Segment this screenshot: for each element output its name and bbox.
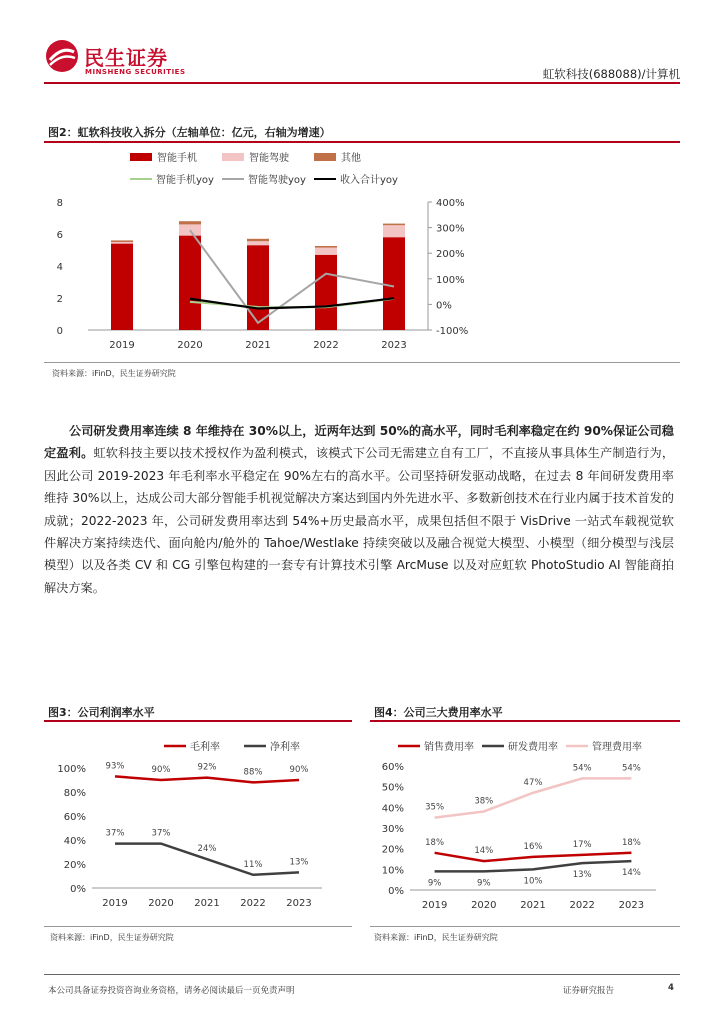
y-right-tick: 0% <box>436 300 452 312</box>
data-label: 88% <box>243 767 263 778</box>
x-tick-label: 2021 <box>194 898 220 909</box>
line-智能驾驶yoy <box>190 230 394 323</box>
bar-1-2020 <box>179 224 201 235</box>
data-label: 9% <box>427 878 442 889</box>
x-tick-label: 2022 <box>569 900 595 911</box>
brand-name-cn: 民生证券 <box>84 46 168 70</box>
x-tick-label: 2019 <box>109 340 135 351</box>
bar-2-2019 <box>111 240 133 242</box>
data-label: 90% <box>151 765 171 775</box>
x-tick-label: 2020 <box>177 340 203 351</box>
legend-label-2: 管理费用率 <box>592 742 642 753</box>
footer-disclaimer: 本公司具备证券投资咨询业务资格，请务必阅读最后一页免责声明 <box>48 986 295 996</box>
brand-name-en: MINSHENG SECURITIES <box>85 68 186 76</box>
x-tick-label: 2020 <box>471 900 497 911</box>
y-tick: 0% <box>388 886 404 897</box>
x-tick-label: 2020 <box>148 898 174 909</box>
fig4-source: 资料来源：iFinD，民生证券研究院 <box>374 933 498 942</box>
y-right-tick: 300% <box>436 223 465 235</box>
y-tick: 20% <box>63 860 86 871</box>
footer-report-type: 证券研究报告 <box>563 986 615 996</box>
legend-label-1: 研发费用率 <box>508 742 558 753</box>
x-tick-label: 2023 <box>381 340 407 351</box>
legend-label-0: 智能手机 <box>157 153 197 164</box>
analysis-paragraph <box>44 420 674 599</box>
y-tick: 60% <box>381 762 404 773</box>
fig3-title-rule <box>44 720 352 722</box>
page-number: 4 <box>668 983 674 993</box>
y-tick: 30% <box>381 824 404 835</box>
bar-1-2019 <box>111 242 133 244</box>
legend-label-0: 毛利率 <box>190 742 220 753</box>
x-tick-label: 2021 <box>520 900 546 911</box>
data-label: 10% <box>523 876 543 887</box>
data-label: 38% <box>474 796 494 807</box>
bar-0-2023 <box>383 237 405 330</box>
x-tick-label: 2021 <box>245 340 271 351</box>
x-tick-label: 2022 <box>313 340 339 351</box>
bar-1-2021 <box>247 241 269 245</box>
data-label: 37% <box>105 828 125 839</box>
legend-label-1: 智能驾驶 <box>249 153 289 164</box>
data-label: 11% <box>243 859 263 870</box>
y-tick: 100% <box>57 764 86 775</box>
revenue-split-chart <box>44 146 680 362</box>
data-label: 54% <box>572 763 592 774</box>
bar-0-2022 <box>315 255 337 330</box>
y-tick: 40% <box>381 803 404 815</box>
y-tick: 50% <box>381 782 404 794</box>
footer-rule <box>44 974 680 975</box>
fig2-title-rule <box>44 141 680 143</box>
data-label: 17% <box>572 839 592 850</box>
legend-line-label-2: 收入合计yoy <box>340 175 398 186</box>
data-label: 90% <box>289 765 309 775</box>
data-label: 18% <box>621 837 641 848</box>
data-label: 54% <box>621 763 641 774</box>
legend-swatch-2 <box>314 153 336 161</box>
bar-2-2020 <box>179 221 201 224</box>
y-left-tick: 6 <box>56 230 63 241</box>
paragraph-lead: 公司研发费用率连续 8 年维持在 30%以上，近两年达到 50%的高水平，同时毛利率稳定在约 90%保证公司稳定盈利。 <box>44 424 674 461</box>
header-rule <box>44 82 680 84</box>
data-label: 24% <box>197 844 217 855</box>
fig4-title: 图4：公司三大费用率水平 <box>374 706 503 719</box>
data-label: 9% <box>477 878 491 889</box>
line-研发费用率 <box>435 861 632 871</box>
fig3-title: 图3：公司利润率水平 <box>48 706 155 719</box>
fig4-bottom-rule <box>370 926 680 927</box>
y-left-tick: 8 <box>56 198 63 209</box>
fig2-bottom-rule <box>44 362 680 363</box>
legend-label-0: 销售费用率 <box>424 742 474 753</box>
data-label: 14% <box>621 868 641 879</box>
data-label: 14% <box>474 846 494 857</box>
x-tick-label: 2023 <box>286 898 312 909</box>
y-tick: 60% <box>63 812 86 823</box>
fig2-source: 资料来源：iFinD，民生证券研究院 <box>52 369 176 378</box>
y-right-tick: 400% <box>436 198 465 209</box>
paragraph-body: 虹软科技主要以技术授权作为盈利模式，该模式下公司无需建立自有工厂，不直接从事具体生产制造行为，因此公司 2019-2023 年毛利率水平稳定在 90%左右的高水平。公司坚持研发驱动战略，在过去 8 年间研发费用率维持 30%以上，达成公司大部分智能手机视觉解决方案达到国内外先进水平、多数新创技术在行业内属于技术首发的成就；2022-2023 年，公司研发费用率达到 54%+历史最高水平，成果包括但不限于 VisDrive 一站式车载视觉软件解决方案持续迭代、面向舱内/舱外的 Tahoe/Westlake 持续突破以及融合视觉大模型、小模型（细分模型与浅层模型）以及各类 CV 和 CG 引擎包构建的一套专有计算技术引擎 ArcMuse 以及对应虹软 PhotoStudio AI 智能商拍解决方案。 <box>44 446 675 595</box>
brand-logo <box>44 38 80 74</box>
bar-0-2020 <box>179 236 201 330</box>
y-left-tick: 4 <box>56 262 63 273</box>
line-毛利率 <box>115 776 299 782</box>
fig4-title-rule <box>370 720 680 722</box>
y-right-tick: 200% <box>436 249 465 261</box>
bar-2-2021 <box>247 239 269 241</box>
y-tick: 10% <box>381 865 404 877</box>
bar-0-2019 <box>111 244 133 330</box>
legend-label-1: 净利率 <box>270 742 300 753</box>
data-label: 13% <box>572 870 592 881</box>
y-tick: 0% <box>70 884 86 895</box>
x-tick-label: 2019 <box>421 900 448 911</box>
logo-icon <box>44 38 80 74</box>
y-left-tick: 2 <box>56 294 63 305</box>
fig2-title: 图2：虹软科技收入拆分（左轴单位：亿元，右轴为增速） <box>48 126 331 139</box>
bar-1-2022 <box>315 248 337 255</box>
fig3-bottom-rule <box>44 926 352 927</box>
line-销售费用率 <box>435 853 632 861</box>
data-label: 37% <box>151 828 171 839</box>
bar-2-2023 <box>383 224 405 226</box>
legend-label-2: 其他 <box>341 153 361 164</box>
y-tick: 40% <box>63 836 86 847</box>
data-label: 47% <box>523 777 543 788</box>
report-tag: 虹软科技(688088)/计算机 <box>542 67 680 81</box>
fig3-source: 资料来源：iFinD，民生证券研究院 <box>50 933 174 942</box>
data-label: 92% <box>197 762 217 773</box>
y-right-tick: -100% <box>436 326 469 337</box>
data-label: 16% <box>523 841 543 852</box>
x-tick-label: 2022 <box>240 898 266 909</box>
legend-swatch-0 <box>130 153 152 161</box>
x-tick-label: 2019 <box>102 898 128 909</box>
data-label: 35% <box>425 802 445 813</box>
y-tick: 20% <box>381 844 404 856</box>
expense-ratio-chart <box>370 726 680 926</box>
data-label: 93% <box>105 761 125 772</box>
x-tick-label: 2023 <box>618 900 645 911</box>
data-label: 13% <box>289 857 309 868</box>
data-label: 18% <box>425 837 445 848</box>
y-right-tick: 100% <box>436 274 465 286</box>
bar-2-2022 <box>315 246 337 248</box>
margin-chart <box>44 726 352 926</box>
legend-swatch-1 <box>222 153 244 161</box>
bar-1-2023 <box>383 225 405 237</box>
y-tick: 80% <box>63 788 86 799</box>
legend-line-label-1: 智能驾驶yoy <box>248 175 306 186</box>
legend-line-label-0: 智能手机yoy <box>156 175 214 186</box>
y-left-tick: 0 <box>56 326 63 337</box>
